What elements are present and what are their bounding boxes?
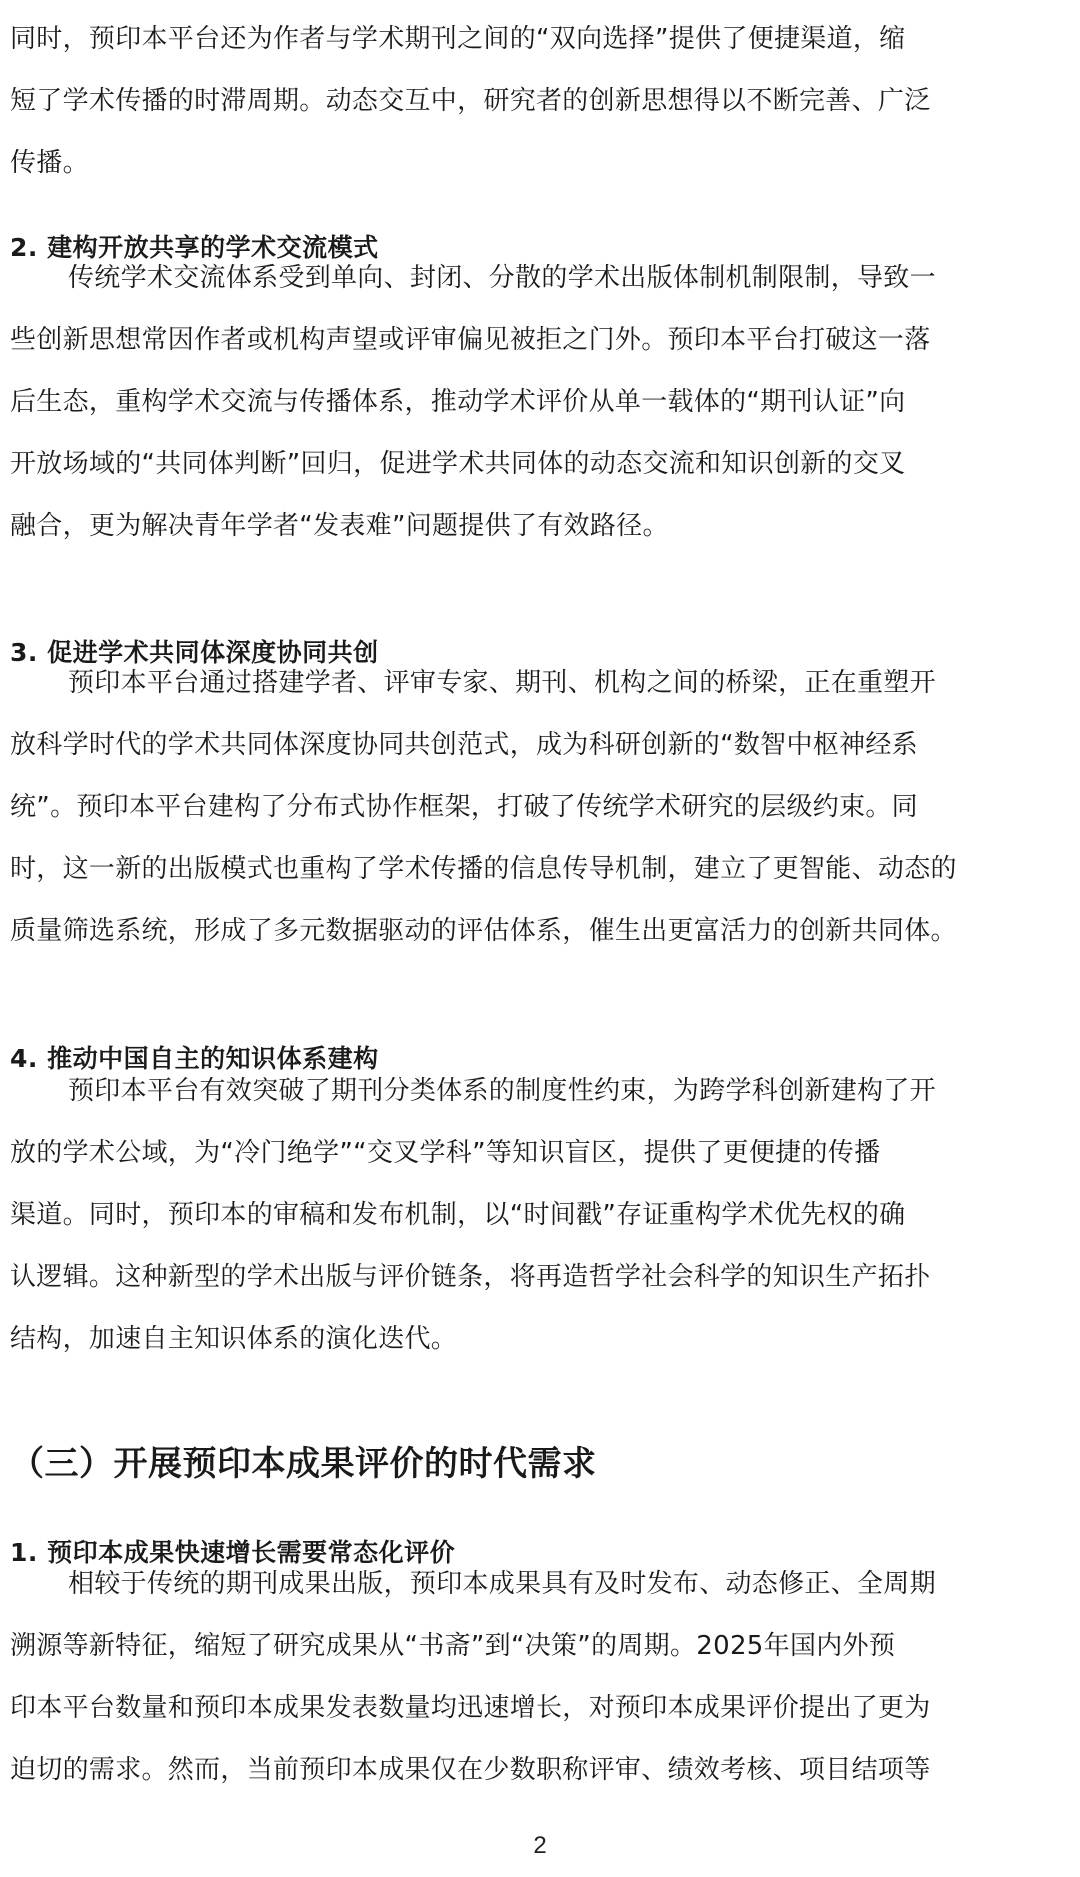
paragraph-3 [10,652,1080,962]
text-line: 后生态，重构学术交流与传播体系，推动学术评价从单一载体的“期刊认证”向 [10,387,906,417]
heading-section3-1: 1. 预印本成果快速增长需要常态化评价 [10,1538,456,1567]
text-line: 印本平台数量和预印本成果发表数量均迅速增长，对预印本成果评价提出了更为 [10,1693,931,1723]
text-line: 质量筛选系统，形成了多元数据驱动的评估体系，催生出更富活力的创新共同体。 [10,916,957,946]
paragraph-section3-1 [10,1553,1080,1801]
text-line: 放科学时代的学术共同体深度协同共创范式，成为科研创新的“数智中枢神经系 [10,730,918,760]
heading-2: 2. 建构开放共享的学术交流模式 [10,233,379,262]
heading-3: 3. 促进学术共同体深度协同共创 [10,638,379,667]
text-line: 溯源等新特征，缩短了研究成果从“书斋”到“决策”的周期。2025年国内外预 [10,1631,896,1661]
section-title: （三）开展预印本成果评价的时代需求 [10,1444,597,1484]
page-number: 2 [533,1832,547,1859]
text-line: 相较于传统的期刊成果出版，预印本成果具有及时发布、动态修正、全周期 [68,1569,936,1599]
text-line: 预印本平台有效突破了期刊分类体系的制度性约束，为跨学科创新建构了开 [68,1076,936,1106]
text-line: 传统学术交流体系受到单向、封闭、分散的学术出版体制机制限制，导致一 [68,263,936,293]
paragraph-4 [10,1060,1080,1370]
text-line: 放的学术公域，为“冷门绝学”“交叉学科”等知识盲区，提供了更便捷的传播 [10,1138,881,1168]
text-line: 开放场域的“共同体判断”回归，促进学术共同体的动态交流和知识创新的交叉 [10,449,906,479]
paragraph-intro [10,8,1080,194]
text-line: 些创新思想常因作者或机构声望或评审偏见被拒之门外。预印本平台打破这一落 [10,325,931,355]
text-line: 时，这一新的出版模式也重构了学术传播的信息传导机制，建立了更智能、动态的 [10,854,957,884]
text-line: 预印本平台通过搭建学者、评审专家、期刊、机构之间的桥梁，正在重塑开 [68,668,936,698]
text-line: 融合，更为解决青年学者“发表难”问题提供了有效路径。 [10,511,669,541]
text-line: 渠道。同时，预印本的审稿和发布机制，以“时间戳”存证重构学术优先权的确 [10,1200,906,1230]
heading-4: 4. 推动中国自主的知识体系建构 [10,1044,379,1073]
text-line: 结构，加速自主知识体系的演化迭代。 [10,1324,458,1354]
text-line: 传播。 [10,148,89,178]
text-line: 同时，预印本平台还为作者与学术期刊之间的“双向选择”提供了便捷渠道，缩 [10,24,906,54]
text-line: 认逻辑。这种新型的学术出版与评价链条，将再造哲学社会科学的知识生产拓扑 [10,1262,931,1292]
text-line: 迫切的需求。然而，当前预印本成果仅在少数职称评审、绩效考核、项目结项等 [10,1755,931,1785]
text-line: 统”。预印本平台建构了分布式协作框架，打破了传统学术研究的层级约束。同 [10,792,918,822]
paragraph-2 [10,247,1080,557]
text-line: 短了学术传播的时滞周期。动态交互中，研究者的创新思想得以不断完善、广泛 [10,86,931,116]
